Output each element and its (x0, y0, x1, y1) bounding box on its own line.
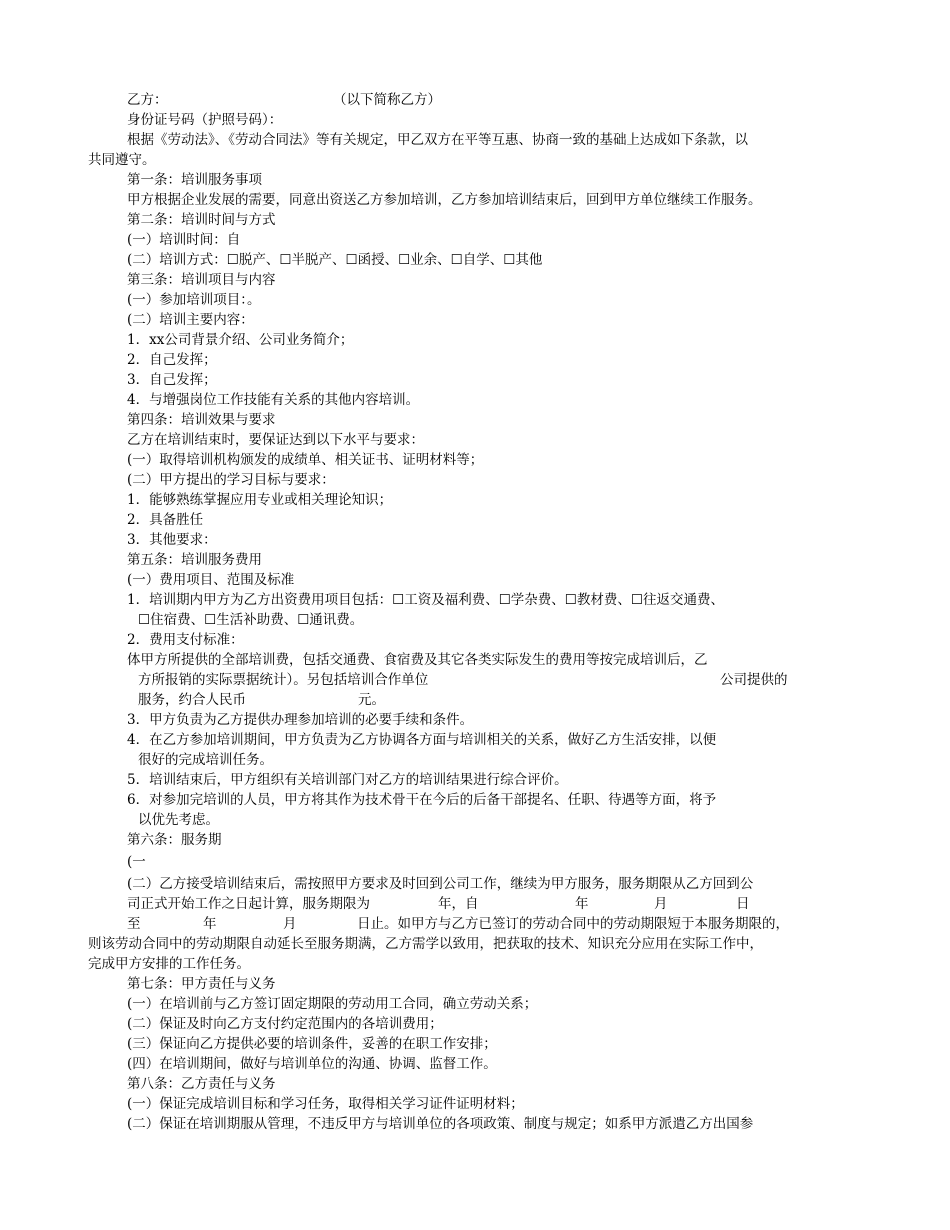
fee-standard-label: 2．费用支付标准： (127, 632, 244, 648)
fee-item-1: 1．培训期内甲方为乙方出资费用项目包括：☐工资及福利费、☐学杂费、☐教材费、☐往返交通费、 (127, 592, 724, 608)
content-item-1: 1．xx公司背景介绍、公司业务简介； (127, 332, 354, 348)
effect-intro: 乙方在培训结束时，要保证达到以下水平与要求： (127, 432, 424, 448)
service-end-to: 至 (127, 916, 141, 932)
id-number-label: 身份证号码（护照号码）： (127, 112, 283, 128)
fee-item-1-cont: ☐住宿费、☐生活补助费、☐通讯费。 (138, 612, 364, 628)
service-start-year: 年 (575, 896, 589, 912)
training-time: (一）培训时间：自 (127, 232, 241, 248)
content-item-2: 2．自己发挥； (127, 352, 217, 368)
article-7-heading: 第七条：甲方责任与义务 (127, 976, 276, 992)
article-3-heading: 第三条：培训项目与内容 (127, 272, 276, 288)
fee-standard-line-1: 体甲方所提供的全部培训费，包括交通费、食宿费及其它各类实际发生的费用等按完成培训后，乙 (127, 652, 708, 668)
effect-item-2: (二）甲方提出的学习目标与要求： (127, 472, 335, 488)
service-period-line: 司正式开始工作之日起计算，服务期限为 (127, 896, 370, 912)
fee-item-3: 3．甲方负责为乙方提供办理参加培训的必要手续和条件。 (127, 712, 474, 728)
fee-item-6-cont: 以优先考虑。 (138, 812, 219, 828)
article-4-heading: 第四条：培训效果与要求 (127, 412, 276, 428)
party-b-abbrev: （以下简称乙方） (333, 92, 441, 108)
service-years: 年，自 (438, 896, 479, 912)
service-end-year: 年 (203, 916, 217, 932)
fee-item-4: 4．在乙方参加培训期间，甲方负责为乙方协调各方面与培训相关的关系，做好乙方生活安排，以便 (127, 732, 717, 748)
service-start-day: 日 (736, 896, 750, 912)
party-a-duty-4: (四）在培训期间，做好与培训单位的沟通、协调、监督工作。 (127, 1056, 497, 1072)
party-b-label: 乙方： (127, 92, 168, 108)
party-a-duty-3: (三）保证向乙方提供必要的培训条件，妥善的在职工作安排； (127, 1036, 497, 1052)
fee-item-4-cont: 很好的完成培训任务。 (138, 752, 273, 768)
preamble-line-2: 共同遵守。 (88, 152, 156, 168)
service-text-end: 完成甲方安排的工作任务。 (88, 956, 250, 972)
article-8-heading: 第八条：乙方责任与义务 (127, 1076, 276, 1092)
party-b-duty-1: (一）保证完成培训目标和学习任务，取得相关学习证件证明材料； (127, 1096, 524, 1112)
goal-item-3: 3．其他要求： (127, 532, 217, 548)
service-start-month: 月 (654, 896, 668, 912)
article-6-heading: 第六条：服务期 (127, 832, 222, 848)
preamble-line-1: 根据《劳动法》、《劳动合同法》等有关规定，甲乙双方在平等互惠、协商一致的基础上达成如下条款，以 (127, 132, 748, 148)
training-content-label: (二）培训主要内容： (127, 312, 254, 328)
training-project: (一）参加培训项目：。 (127, 292, 261, 308)
service-end-month: 月 (283, 916, 297, 932)
article-1-heading: 第一条：培训服务事项 (127, 172, 262, 188)
goal-item-1: 1．能够熟练掌握应用专业或相关理论知识； (127, 492, 393, 508)
party-a-duty-1: (一）在培训前与乙方签订固定期限的劳动用工合同，确立劳动关系； (127, 996, 538, 1012)
fee-standard-line-3-end: 元。 (358, 692, 385, 708)
fee-item-5: 5．培训结束后，甲方组织有关培训部门对乙方的培训结果进行综合评价。 (127, 772, 568, 788)
service-item-2: (二）乙方接受培训结束后，需按照甲方要求及时回到公司工作，继续为甲方服务，服务期限从乙方回到公 (127, 876, 754, 892)
party-a-duty-2: (二）保证及时向乙方支付约定范围内的各培训费用； (127, 1016, 443, 1032)
fee-standard-line-2-end: 公司提供的 (720, 672, 788, 688)
fee-standard-line-2: 方所报销的实际票据统计）。另包括培训合作单位 (138, 672, 429, 688)
service-end-day: 日止。如甲方与乙方已签订的劳动合同中的劳动期限短于本服务期限的， (357, 916, 789, 932)
article-5-heading: 第五条：培训服务费用 (127, 552, 262, 568)
fee-standard-line-3: 服务，约合人民币 (138, 692, 246, 708)
fee-scope: (一）费用项目、范围及标准 (127, 572, 295, 588)
service-item-1: (一 (127, 854, 146, 870)
content-item-4: 4．与增强岗位工作技能有关系的其他内容培训。 (127, 392, 420, 408)
article-2-heading: 第二条：培训时间与方式 (127, 212, 276, 228)
fee-item-6: 6．对参加完培训的人员，甲方将其作为技术骨干在今后的后备干部提名、任职、待遇等方面，将予 (127, 792, 717, 808)
training-method: (二）培训方式：☐脱产、☐半脱产、☐函授、☐业余、☐自学、☐其他 (127, 252, 543, 268)
effect-item-1: (一）取得培训机构颁发的成绩单、相关证书、证明材料等； (127, 452, 484, 468)
party-b-duty-2: (二）保证在培训期服从管理，不违反甲方与培训单位的各项政策、制度与规定；如系甲方派遣乙方出国参 (127, 1116, 754, 1132)
article-1-text: 甲方根据企业发展的需要，同意出资送乙方参加培训，乙方参加培训结束后，回到甲方单位继续工作服务。 (127, 192, 762, 208)
service-text-line: 则该劳动合同中的劳动期限自动延长至服务期满，乙方需学以致用，把获取的技术、知识充分应用在实际工作中， (88, 936, 763, 952)
goal-item-2: 2．具备胜任 (127, 512, 204, 528)
content-item-3: 3．自己发挥； (127, 372, 217, 388)
